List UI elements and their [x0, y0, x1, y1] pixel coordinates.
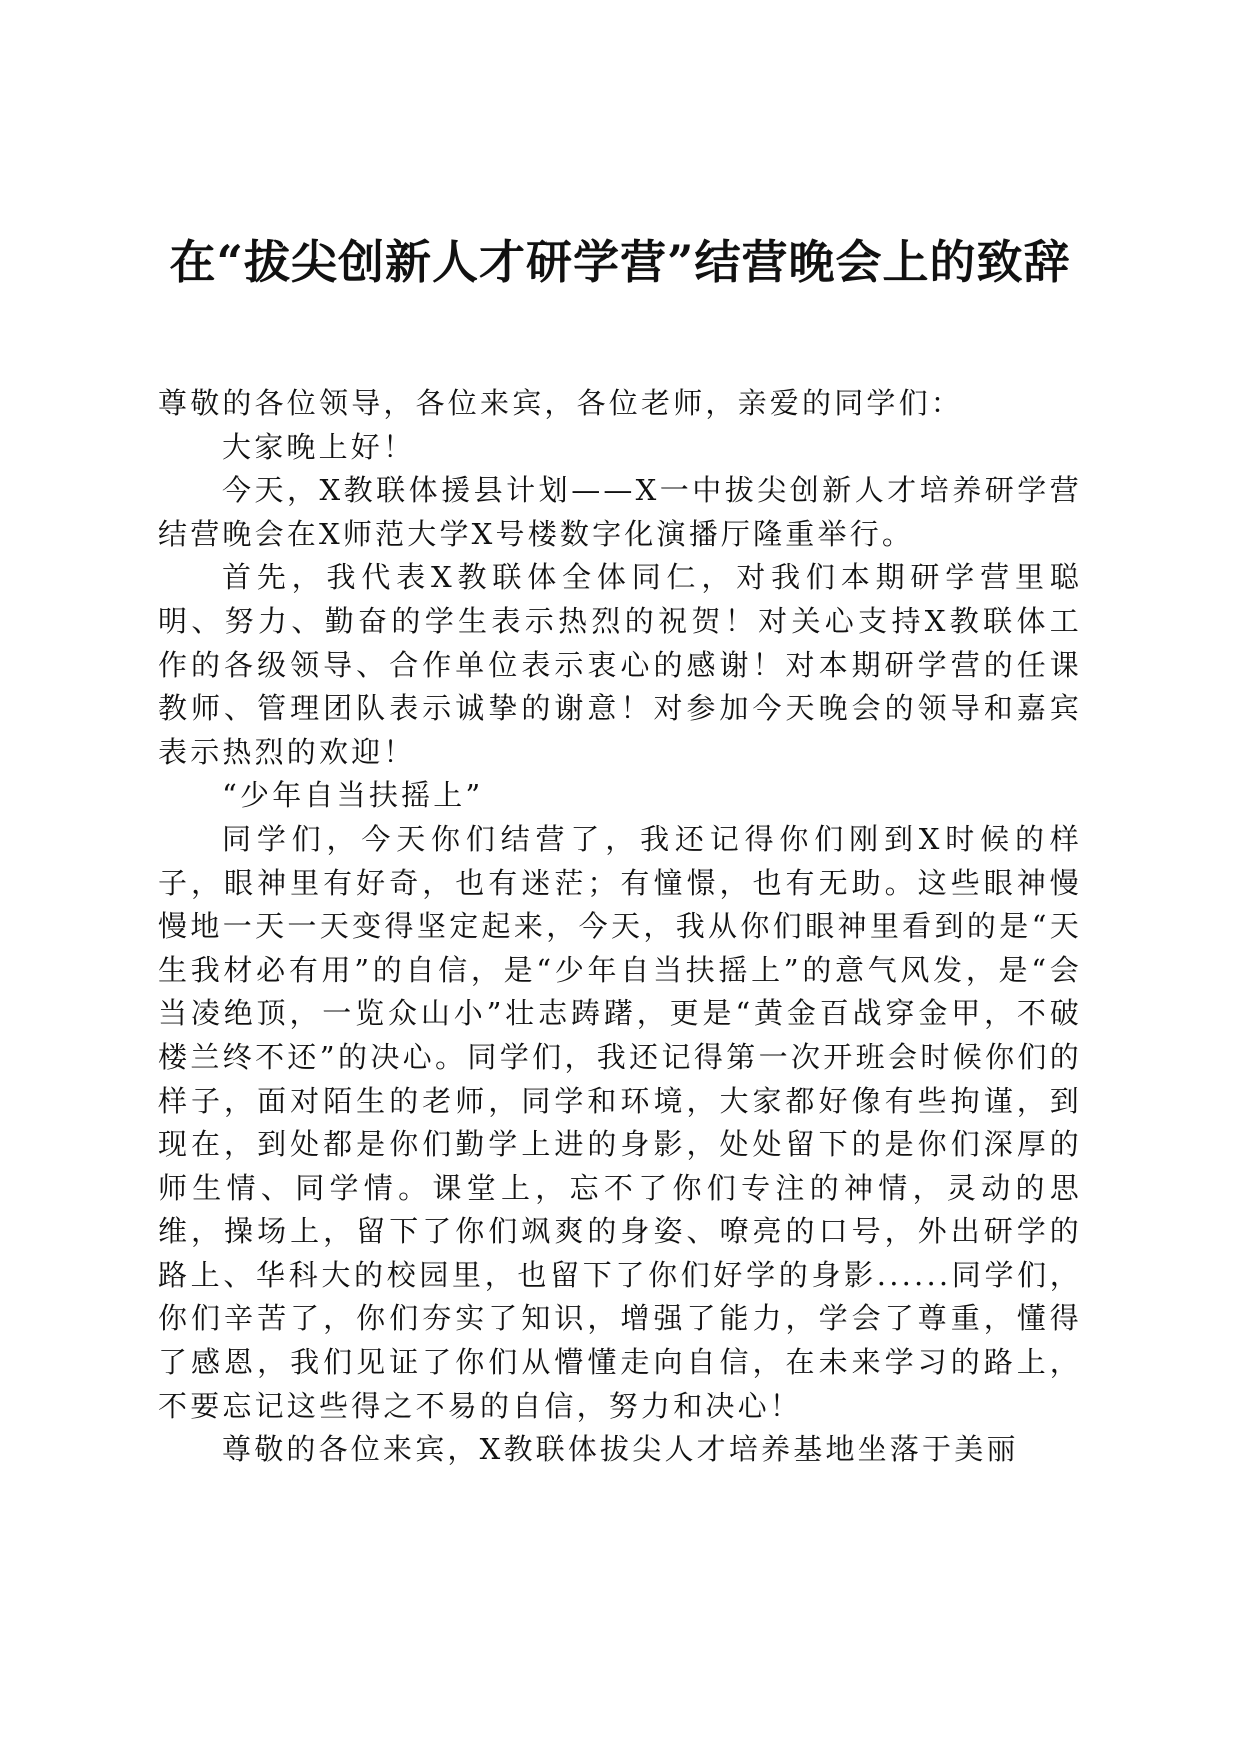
document-body [158, 382, 1082, 1472]
paragraph-students: 同学们，今天你们结营了，我还记得你们刚到X时候的样子，眼神里有好奇，也有迷茫；有憧憬，也有无助。这些眼神慢慢地一天一天变得坚定起来，今天，我从你们眼神里看到的是“天生我材必有用”的自信，是“少年自当扶摇上”的意气风发，是“会当凌绝顶，一览众山小”壮志踌躇，更是“黄金百战穿金甲，不破楼兰终不还”的决心。同学们，我还记得第一次开班会时候你们的样子，面对陌生的老师，同学和环境，大家都好像有些拘谨，到现在，到处都是你们勤学上进的身影，处处留下的是你们深厚的师生情、同学情。课堂上，忘不了你们专注的神情，灵动的思维，操场上，留下了你们飒爽的身姿、嘹亮的口号，外出研学的路上、华科大的校园里，也留下了你们好学的身影......同学们，你们辛苦了，你们夯实了知识，增强了能力，学会了尊重，懂得了感恩，我们见证了你们从懵懂走向自信，在未来学习的路上，不要忘记这些得之不易的自信，努力和决心！ [158, 821, 1082, 1423]
paragraph-event-intro: 今天，X教联体援县计划——X一中拔尖创新人才培养研学营结营晚会在X师范大学X号楼数字化演播厅隆重举行。 [158, 473, 1082, 551]
document-title: 在“拔尖创新人才研学营”结营晚会上的致辞 [169, 235, 1071, 289]
section-heading: “少年自当扶摇上” [222, 778, 484, 813]
paragraph-greeting: 大家晚上好！ [222, 429, 416, 464]
salutation: 尊敬的各位领导，各位来宾，各位老师，亲爱的同学们： [158, 386, 964, 420]
paragraph-thanks: 首先，我代表X教联体全体同仁，对我们本期研学营里聪明、努力、勤奋的学生表示热烈的祝贺！对关心支持X教联体工作的各级领导、合作单位表示衷心的感谢！对本期研学营的任课教师、管理团队表示诚挚的谢意！对参加今天晚会的领导和嘉宾表示热烈的欢迎！ [158, 560, 1082, 769]
paragraph-guests: 尊敬的各位来宾，X教联体拔尖人才培养基地坐落于美丽 [222, 1432, 1019, 1467]
